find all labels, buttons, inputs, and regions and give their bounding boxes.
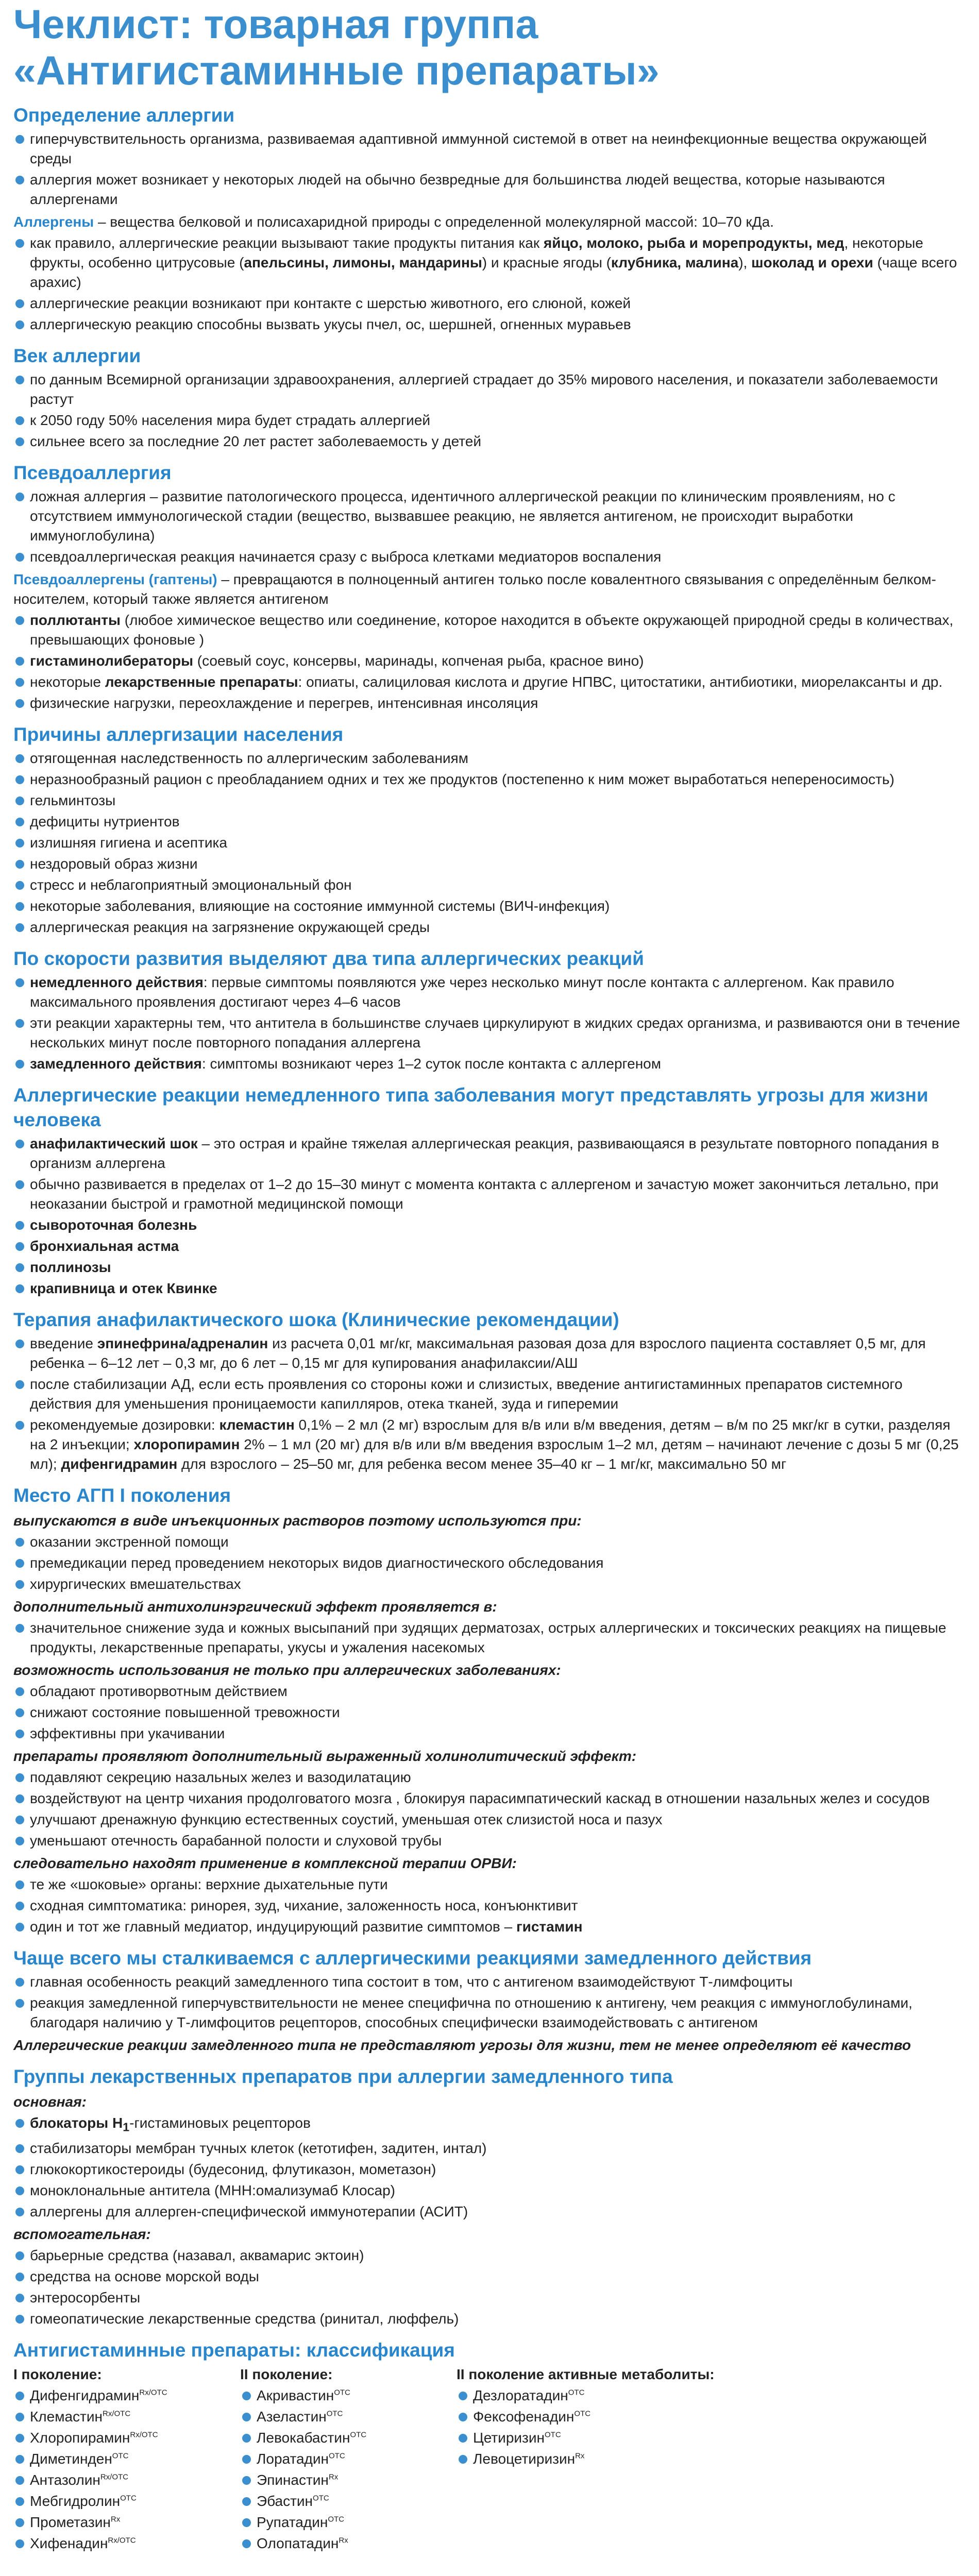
- bullet-icon: [15, 320, 24, 329]
- list-item: энтеросорбенты: [13, 2288, 966, 2308]
- bullet-icon: [15, 299, 24, 308]
- bullet-list: [13, 611, 966, 713]
- bullet-icon: [15, 1284, 24, 1293]
- bullet-list: [13, 370, 966, 451]
- bullet-icon: [15, 1242, 24, 1251]
- section-heading: Группы лекарственных препаратов при аллергии замедленного типа: [13, 2066, 673, 2087]
- list-item: обладают противорвотным действием: [13, 1682, 966, 1701]
- bullet-list: [13, 1532, 966, 1594]
- bullet-icon: [15, 1140, 24, 1148]
- bullet-icon: [459, 2392, 467, 2400]
- drug-item: Рупатадин$^{OTC}$: [240, 2513, 457, 2532]
- list-item: значительное снижение зуда и кожных высыпаний при зудящих дерматозах, острых аллергических и токсических реакциях на пищевые продукты, лекарственные препараты, укусы и ужаления насекомых: [13, 1618, 966, 1657]
- list-item: неразнообразный рацион с преобладанием одних и тех же продуктов (постепенно к ним может выработаться непереносимость): [13, 770, 966, 789]
- bullet-icon: [15, 1380, 24, 1389]
- section-heading: По скорости развития выделяют два типа аллергических реакций: [13, 948, 644, 969]
- bullet-icon: [15, 678, 24, 687]
- bullet-icon: [15, 860, 24, 869]
- list-item: немедленного действия: первые симптомы появляются уже через несколько минут после контакта с аллергеном. Как правило максимального проявления достигают через 4–6 часов: [13, 973, 966, 1012]
- column-heading: II поколение активные метаболиты:: [457, 2366, 715, 2382]
- list-item: блокаторы $H_1$-гистаминовых рецепторов: [13, 2113, 966, 2137]
- column-second-generation: [240, 2365, 457, 2555]
- list-item: после стабилизации АД, если есть проявления со стороны кожи и слизистых, введение антигистаминных препаратов системного действия для уменьшения проницаемости капилляров, отека тканей, зуда и гиперемии: [13, 1375, 966, 1414]
- bullet-list: [13, 749, 966, 937]
- bullet-icon: [15, 1773, 24, 1782]
- bullet-icon: [15, 239, 24, 248]
- bullet-list: [13, 1618, 966, 1657]
- list-item: уменьшают отечность барабанной полости и слуховой трубы: [13, 1831, 966, 1851]
- column-first-generation: [13, 2365, 240, 2555]
- bullet-icon: [15, 2392, 24, 2400]
- list-item: гельминтозы: [13, 791, 966, 810]
- drug-item: Эпинастин$^{Rx}$: [240, 2470, 457, 2490]
- bullet-icon: [15, 2165, 24, 2174]
- title-line-2: «Антигистаминные препараты»: [13, 47, 660, 93]
- bullet-icon: [15, 1816, 24, 1824]
- sub-label: выпускаются в виде инъекционных растворов поэтому используются при:: [13, 1513, 582, 1529]
- list-item: хирургических вмешательствах: [13, 1574, 966, 1594]
- section-heading: Аллергические реакции немедленного типа заболевания могут представлять угрозы для жизни человека: [13, 1084, 929, 1130]
- bullet-icon: [15, 1538, 24, 1547]
- bullet-icon: [15, 1978, 24, 1987]
- drug-item: Клемастин$^{Rx/OTC}$: [13, 2407, 240, 2427]
- bullet-icon: [15, 1902, 24, 1910]
- title-line-1: Чеклист: товарная группа: [13, 1, 538, 47]
- bullet-icon: [15, 2434, 24, 2443]
- bullet-icon: [15, 699, 24, 708]
- bullet-icon: [459, 2434, 467, 2443]
- bullet-list: [13, 233, 966, 334]
- list-item: премедикации перед проведением некоторых видов диагностического обследования: [13, 1553, 966, 1573]
- bullet-icon: [15, 2187, 24, 2195]
- bullet-icon: [15, 657, 24, 666]
- bullet-icon: [242, 2392, 251, 2400]
- bullet-icon: [15, 1708, 24, 1717]
- drug-item: Лоратадин$^{OTC}$: [240, 2449, 457, 2469]
- bullet-icon: [15, 1580, 24, 1589]
- bullet-icon: [15, 1923, 24, 1931]
- section-drug-groups: [13, 2064, 966, 2329]
- column-heading: I поколение:: [13, 2366, 102, 2382]
- drug-item: Дифенгидрамин$^{Rx/OTC}$: [13, 2386, 240, 2405]
- list-item: псевдоаллергическая реакция начинается сразу с выброса клетками медиаторов воспаления: [13, 547, 966, 567]
- list-item: реакция замедленной гиперчувствительности не менее специфична по отношению к антигену, чем реакция с иммуноглобулинами, благодаря наличию у Т-лимфоцитов рецепторов, способных специфически взаимодействовать с антигеном: [13, 1993, 966, 2032]
- list-item: гомеопатические лекарственные средства (ринитал, люффель): [13, 2309, 966, 2329]
- section-allergy-definition: [13, 103, 966, 334]
- list-item: глюкокортикостероиды (будесонид, флутиказон, мометазон): [13, 2160, 966, 2179]
- section-heading: Антигистаминные препараты: классификация: [13, 2339, 455, 2361]
- bullet-icon: [15, 2518, 24, 2527]
- section-heading: Век аллергии: [13, 345, 141, 366]
- list-item: аллергия может возникает у некоторых людей на обычно безвредные для большинства людей вещества, которые называются аллергенами: [13, 170, 966, 209]
- drug-item: Хифенадин$^{Rx/OTC}$: [13, 2534, 240, 2553]
- list-item: те же «шоковые» органы: верхние дыхательные пути: [13, 1875, 966, 1894]
- section-first-generation-role: [13, 1483, 966, 1937]
- bullet-icon: [15, 1060, 24, 1069]
- bullet-icon: [15, 1880, 24, 1889]
- list-item: аллергическую реакцию способны вызвать укусы пчел, ос, шершней, огненных муравьев: [13, 315, 966, 334]
- list-item: анафилактический шок – это острая и крайне тяжелая аллергическая реакция, развивающаяся в результате повторного попадания в организм аллергена: [13, 1134, 966, 1173]
- drug-item: Акривастин$^{OTC}$: [240, 2386, 457, 2405]
- section-heading: Терапия анафилактического шока (Клинические рекомендации): [13, 1309, 619, 1330]
- list-item: замедленного действия: симптомы возникают через 1–2 суток после контакта с аллергеном: [13, 1054, 966, 1074]
- drug-list: [13, 2386, 240, 2553]
- section-heading: Место АГП I поколения: [13, 1485, 231, 1506]
- bullet-icon: [15, 1687, 24, 1696]
- section-immediate-threats: [13, 1083, 966, 1298]
- bullet-icon: [242, 2539, 251, 2548]
- list-item: сходная симптоматика: ринорея, зуд, чихание, заложенность носа, конъюнктивит: [13, 1896, 966, 1916]
- drug-item: Антазолин$^{Rx/OTC}$: [13, 2470, 240, 2490]
- bullet-icon: [15, 1263, 24, 1272]
- bullet-icon: [15, 2539, 24, 2548]
- bullet-list: [13, 1875, 966, 1937]
- list-item: по данным Всемирной организации здравоохранения, аллергией страдает до 35% мирового населения, и показатели заболеваемости растут: [13, 370, 966, 409]
- bullet-list: [13, 2113, 966, 2222]
- list-item: поллютанты (любое химическое вещество или соединение, которое находится в объекте окружающей природной среды в количествах, превышающих фоновые ): [13, 611, 966, 650]
- section-pseudoallergy: [13, 461, 966, 713]
- bullet-icon: [15, 2455, 24, 2464]
- bullet-icon: [15, 818, 24, 826]
- bullet-list: [13, 1972, 966, 2032]
- list-item: гистаминолибераторы (соевый соус, консервы, маринады, копченая рыба, красное вино): [13, 651, 966, 671]
- bullet-icon: [15, 1180, 24, 1189]
- bullet-icon: [15, 553, 24, 562]
- section-allergy-century: [13, 344, 966, 451]
- bullet-icon: [15, 437, 24, 446]
- section-classification: [13, 2338, 966, 2555]
- drug-item: Левокабастин$^{OTC}$: [240, 2428, 457, 2448]
- bullet-icon: [15, 2476, 24, 2485]
- sub-label: дополнительный антихолинэргический эффект проявляется в:: [13, 1599, 497, 1615]
- list-item: аллергические реакции возникают при контакте с шерстью животного, его слюной, кожей: [13, 294, 966, 313]
- bullet-icon: [15, 2208, 24, 2216]
- section-allergization-causes: [13, 722, 966, 937]
- drug-item: Хлоропирамин$^{Rx/OTC}$: [13, 2428, 240, 2448]
- list-item: стресс и неблагоприятный эмоциональный фон: [13, 875, 966, 895]
- list-item: воздействуют на центр чихания продолговатого мозга , блокируя парасимпатический каскад в отношении назальных желез и сосудов: [13, 1789, 966, 1808]
- bullet-icon: [242, 2518, 251, 2527]
- list-item: оказании экстренной помощи: [13, 1532, 966, 1552]
- bullet-list: [13, 1768, 966, 1851]
- drug-item: Дезлоратадин$^{OTC}$: [457, 2386, 817, 2405]
- list-item: средства на основе морской воды: [13, 2267, 966, 2286]
- bullet-icon: [15, 1624, 24, 1633]
- list-item: дефициты нутриентов: [13, 812, 966, 832]
- drug-item: Цетиризин$^{OTC}$: [457, 2428, 817, 2448]
- list-item: бронхиальная астма: [13, 1236, 966, 1256]
- list-item: сильнее всего за последние 20 лет растет заболеваемость у детей: [13, 432, 966, 451]
- list-item: подавляют секрецию назальных желез и вазодилатацию: [13, 1768, 966, 1787]
- list-item: стабилизаторы мембран тучных клеток (кетотифен, задитен, интал): [13, 2139, 966, 2158]
- list-item: аллергическая реакция на загрязнение окружающей среды: [13, 918, 966, 937]
- bullet-icon: [15, 376, 24, 384]
- drug-item: Мебгидролин$^{OTC}$: [13, 2492, 240, 2511]
- bullet-icon: [15, 1559, 24, 1568]
- section-delayed-reactions: [13, 1946, 966, 2055]
- bullet-icon: [15, 923, 24, 932]
- list-item: улучшают дренажную функцию естественных соустий, уменьшая отек слизистой носа и пазух: [13, 1810, 966, 1829]
- section-heading: Определение аллергии: [13, 105, 235, 126]
- list-item: сывороточная болезнь: [13, 1215, 966, 1235]
- section-heading: Псевдоаллергия: [13, 462, 172, 483]
- list-item: эти реакции характерны тем, что антитела в большинстве случаев циркулируют в жидких средах организма, и развиваются они в течение нескольких минут после повторного попадания аллергена: [13, 1013, 966, 1053]
- drug-list: [457, 2386, 817, 2469]
- bullet-icon: [15, 2119, 24, 2128]
- bullet-icon: [15, 1421, 24, 1430]
- bullet-icon: [242, 2455, 251, 2464]
- sub-label: препараты проявляют дополнительный выраженный холинолитический эффект:: [13, 1748, 637, 1764]
- list-item: рекомендуемые дозировки: клемастин 0,1% – 2 мл (2 мг) взрослым для в/в или в/м введения, детям – в/м по 25 мкг/кг в сутки, разделяя на 2 инъекции; хлоропирамин 2% – 1 мл (20 мг) для в/в или в/м введения взрослым 1–2 мл, детям – начинают лечение с дозы 5 мг (0,25 мл); дифенгидрамин для взрослого – 25–50 мг, для ребенка весом менее 35–40 кг – 1 мг/кг, максимально 50 мг: [13, 1415, 966, 1474]
- bullet-icon: [15, 1837, 24, 1845]
- drug-item: Прометазин$^{Rx}$: [13, 2513, 240, 2532]
- column-active-metabolites: [457, 2365, 817, 2555]
- bullet-icon: [15, 2251, 24, 2260]
- bullet-icon: [15, 2144, 24, 2153]
- list-item: барьерные средства (назавал, аквамарис эктоин): [13, 2246, 966, 2265]
- drug-item: Эбастин$^{OTC}$: [240, 2492, 457, 2511]
- list-item: отягощенная наследственность по аллергическим заболеваниям: [13, 749, 966, 768]
- bullet-icon: [15, 1999, 24, 2008]
- bullet-icon: [15, 902, 24, 911]
- haptens-definition: Псевдоаллергены (гаптены) – превращаются в полноценный антиген только после ковалентного связывания с определённым белком-носителем, который также является антигеном: [13, 571, 936, 607]
- bullet-icon: [15, 493, 24, 501]
- list-item: моноклональные антитела (МНН:омализумаб Клосар): [13, 2181, 966, 2200]
- sub-label: возможность использования не только при аллергических заболеваниях:: [13, 1662, 561, 1678]
- list-item: ложная аллергия – развитие патологического процесса, идентичного аллергической реакции по клиническим проявлениям, но с отсутствием иммунологической стадии (вещество, вызвавшее реакцию, не является антигеном, не происходит выработки иммуноглобулина): [13, 487, 966, 546]
- sub-label: следовательно находят применение в комплексной терапии ОРВИ:: [13, 1855, 517, 1871]
- list-item: обычно развивается в пределах от 1–2 до 15–30 минут с момента контакта с аллергеном и зачастую может закончиться летально, при неоказании быстрой и грамотной медицинской помощи: [13, 1175, 966, 1214]
- list-item: введение эпинефрина/адреналин из расчета 0,01 мг/кг, максимальная разовая доза для взрослого пациента составляет 0,5 мг, для ребенка – 6–12 лет – 0,3 мг, до 6 лет – 0,15 мг для купирования анафилаксии/АШ: [13, 1334, 966, 1373]
- list-item: аллергены для аллерген-специфической иммунотерапии (АСИТ): [13, 2202, 966, 2222]
- list-item: крапивница и отек Квинке: [13, 1279, 966, 1298]
- bullet-icon: [15, 1730, 24, 1738]
- bullet-icon: [15, 176, 24, 184]
- list-item: как правило, аллергические реакции вызывают такие продукты питания как яйцо, молоко, рыба и морепродукты, мед, некоторые фрукты, особенно цитрусовые (апельсины, лимоны, мандарины) и красные ягоды (клубника, малина), шоколад и орехи (чаще всего арахис): [13, 233, 966, 292]
- bullet-icon: [15, 135, 24, 144]
- bullet-icon: [242, 2434, 251, 2443]
- bullet-icon: [15, 775, 24, 784]
- section-anaphylaxis-therapy: [13, 1308, 966, 1474]
- drug-item: Левоцетиризин$^{Rx}$: [457, 2449, 817, 2469]
- section-reaction-types: [13, 946, 966, 1074]
- section-heading: Чаще всего мы сталкиваемся с аллергическими реакциями замедленного действия: [13, 1947, 812, 1969]
- list-item: нездоровый образ жизни: [13, 854, 966, 874]
- bullet-icon: [242, 2497, 251, 2506]
- bullet-list: [13, 2246, 966, 2329]
- sub-label: основная:: [13, 2094, 87, 2110]
- bullet-icon: [15, 2273, 24, 2281]
- bullet-icon: [15, 839, 24, 848]
- bullet-icon: [15, 2413, 24, 2421]
- bullet-icon: [15, 796, 24, 805]
- bullet-icon: [459, 2413, 467, 2421]
- list-item: снижают состояние повышенной тревожности: [13, 1703, 966, 1722]
- bullet-list: [13, 1134, 966, 1298]
- bullet-list: [13, 129, 966, 209]
- bullet-list: [13, 487, 966, 567]
- bullet-icon: [242, 2476, 251, 2485]
- allergens-definition: Аллергены – вещества белковой и полисахаридной природы с определенной молекулярной массой: 10–70 кДа.: [13, 214, 774, 230]
- list-item: эффективны при укачивании: [13, 1724, 966, 1743]
- bullet-icon: [15, 1794, 24, 1803]
- bullet-icon: [15, 416, 24, 425]
- bullet-icon: [242, 2413, 251, 2421]
- list-item: главная особенность реакций замедленного типа состоит в том, что с антигеном взаимодействуют Т-лимфоциты: [13, 1972, 966, 1992]
- bullet-icon: [15, 2294, 24, 2302]
- bullet-icon: [15, 1340, 24, 1348]
- bullet-list: [13, 1682, 966, 1743]
- delayed-note: Аллергические реакции замедленного типа не представляют угрозы для жизни, тем не менее определяют её качество: [13, 2037, 911, 2053]
- bullet-icon: [15, 2497, 24, 2506]
- list-item: физические нагрузки, переохлаждение и перегрев, интенсивная инсоляция: [13, 693, 966, 713]
- list-item: некоторые лекарственные препараты: опиаты, салициловая кислота и другие НПВС, цитостатики, антибиотики, миорелаксанты и др.: [13, 672, 966, 692]
- bullet-list: [13, 1334, 966, 1474]
- bullet-list: [13, 973, 966, 1074]
- drug-item: Азеластин$^{OTC}$: [240, 2407, 457, 2427]
- bullet-icon: [15, 754, 24, 763]
- bullet-icon: [15, 1019, 24, 1028]
- bullet-icon: [15, 978, 24, 987]
- bullet-icon: [15, 2315, 24, 2324]
- sub-label: вспомогательная:: [13, 2226, 151, 2242]
- column-heading: II поколение:: [240, 2366, 333, 2382]
- drug-list: [240, 2386, 457, 2553]
- list-item: один и тот же главный медиатор, индуцирующий развитие симптомов – гистамин: [13, 1917, 966, 1937]
- list-item: некоторые заболевания, влияющие на состояние иммунной системы (ВИЧ-инфекция): [13, 896, 966, 916]
- classification-columns: [13, 2365, 966, 2555]
- bullet-icon: [15, 616, 24, 625]
- bullet-icon: [15, 881, 24, 890]
- list-item: поллинозы: [13, 1258, 966, 1277]
- section-heading: Причины аллергизации населения: [13, 724, 344, 745]
- list-item: к 2050 году 50% населения мира будет страдать аллергией: [13, 411, 966, 430]
- drug-item: Диметинден$^{OTC}$: [13, 2449, 240, 2469]
- list-item: гиперчувствительность организма, развиваемая адаптивной иммунной системой в ответ на неинфекционные вещества окружающей среды: [13, 129, 966, 168]
- bullet-icon: [15, 1221, 24, 1230]
- bullet-icon: [459, 2455, 467, 2464]
- drug-item: Олопатадин$^{Rx}$: [240, 2534, 457, 2553]
- drug-item: Фексофенадин$^{OTC}$: [457, 2407, 817, 2427]
- list-item: излишняя гигиена и асептика: [13, 833, 966, 853]
- page-title: [13, 0, 966, 94]
